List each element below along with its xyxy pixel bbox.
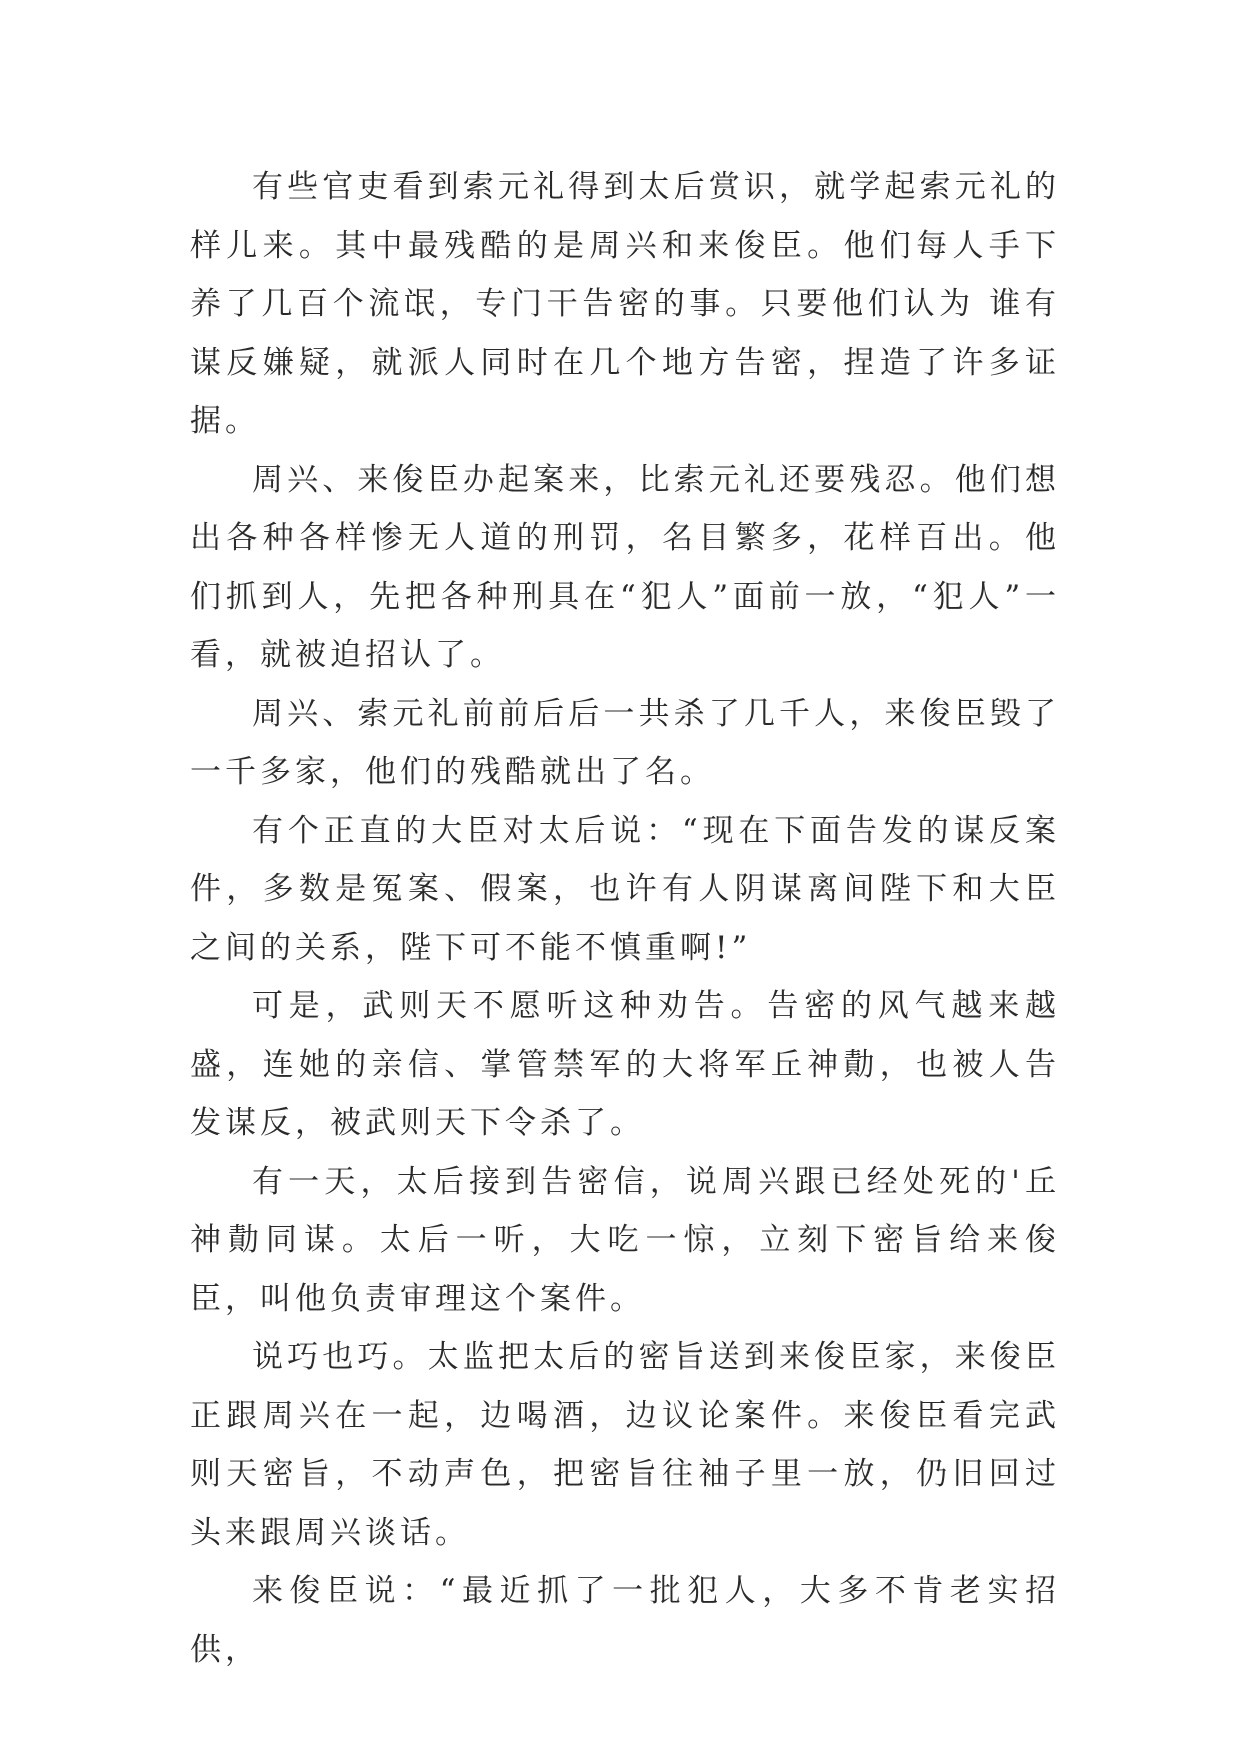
paragraph-7: 说巧也巧。太监把太后的密旨送到来俊臣家，来俊臣正跟周兴在一起，边喝酒，边议论案件。来俊臣看完武则天密旨，不动声色，把密旨往袖子里一放，仍旧回过头来跟周兴谈话。: [190, 1339, 1060, 1551]
paragraph-5: 可是，武则天不愿听这种劝告。告密的风气越来越盛，连她的亲信、掌管禁军的大将军丘神勣，也被人告发谋反，被武则天下令杀了。: [190, 988, 1060, 1141]
paragraph-8: 来俊臣说：“最近抓了一批犯人，大多不肯老实招供，: [190, 1573, 1060, 1668]
paragraph-6: 有一天，太后接到告密信，说周兴跟已经处死的'丘神勣同谋。太后一听，大吃一惊，立刻下密旨给来俊臣，叫他负责审理这个案件。: [190, 1163, 1060, 1317]
paragraph-3: 周兴、索元礼前前后后一共杀了几千人，来俊臣毁了一千多家，他们的残酷就出了名。: [190, 695, 1060, 790]
paragraph-4: 有个正直的大臣对太后说：“现在下面告发的谋反案件，多数是冤案、假案，也许有人阴谋离间陛下和大臣之间的关系，陛下可不能不慎重啊!”: [190, 812, 1060, 966]
paragraph-1: 有些官吏看到索元礼得到太后赏识，就学起索元礼的样儿来。其中最残酷的是周兴和来俊臣。他们每人手下养了几百个流氓，专门干告密的事。只要他们认为 谁有谋反嫌疑，就派人同时在几个地方告密，捏造了许多证据。: [190, 169, 1060, 439]
document-page: [190, 158, 1060, 1679]
paragraph-2: 周兴、来俊臣办起案来，比索元礼还要残忍。他们想出各种各样惨无人道的刑罚，名目繁多，花样百出。他们抓到人，先把各种刑具在“犯人”面前一放，“犯人”一看，就被迫招认了。: [190, 461, 1060, 673]
